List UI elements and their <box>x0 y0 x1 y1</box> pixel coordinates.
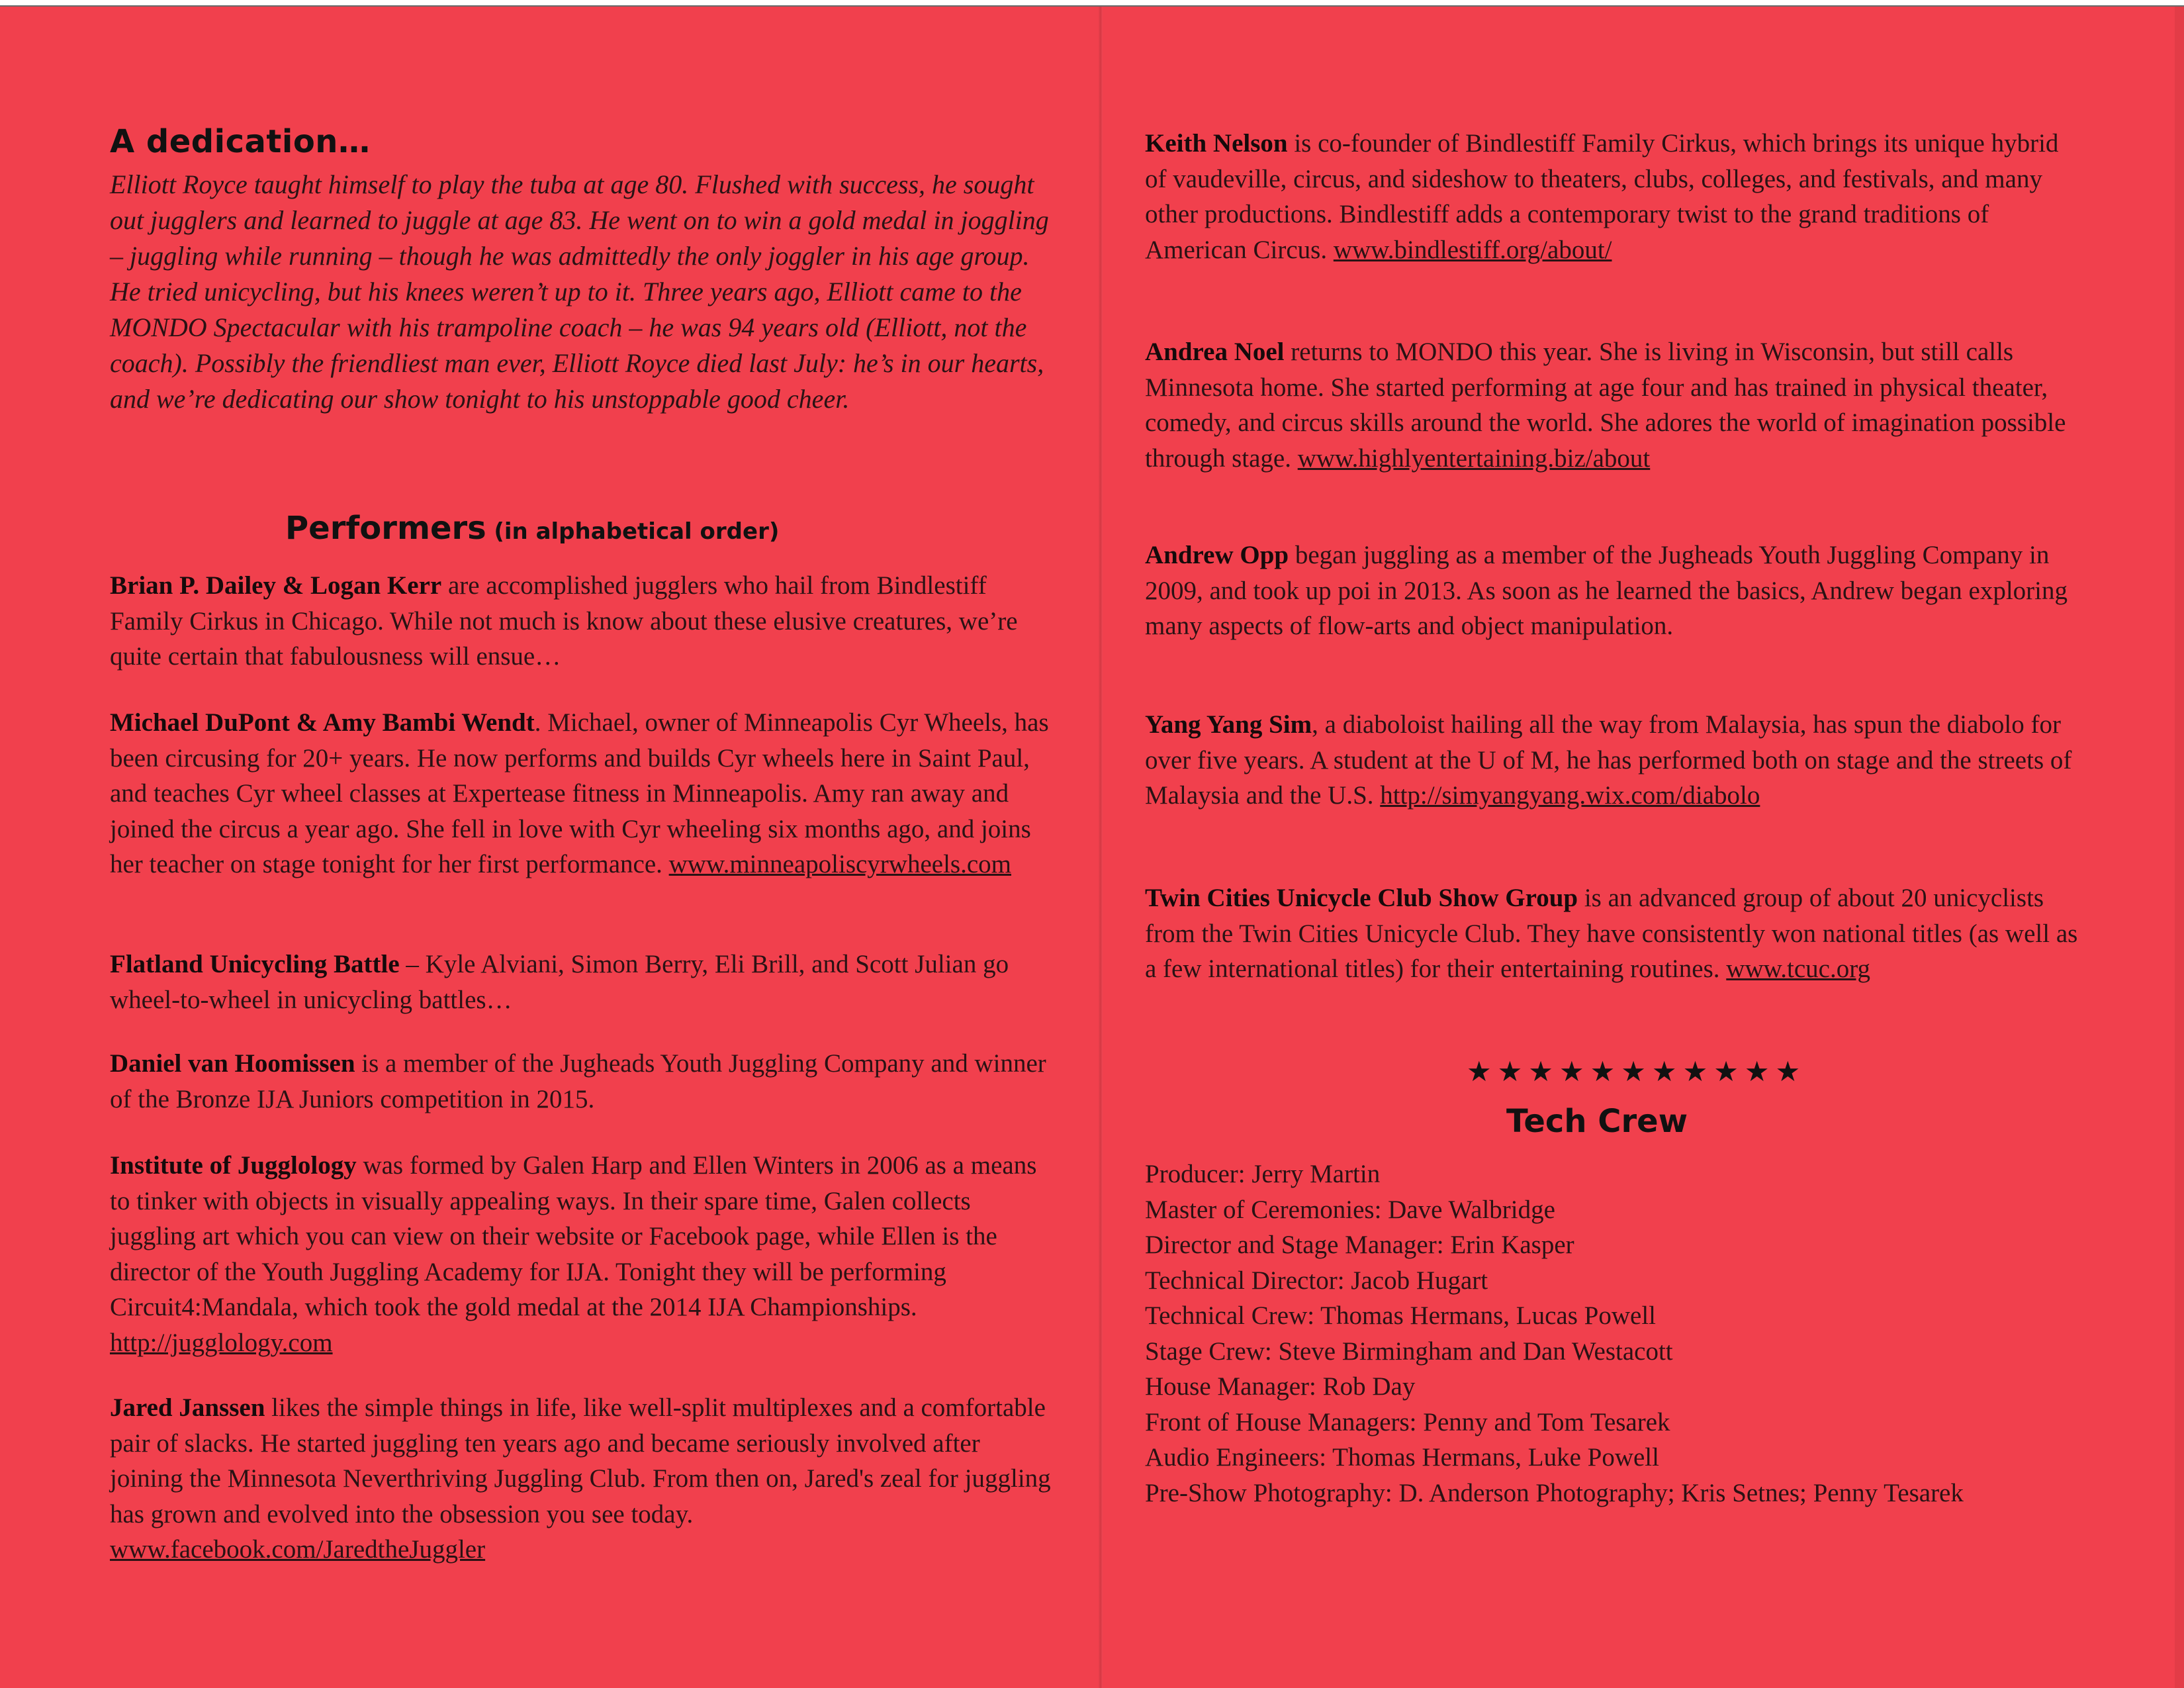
performer-name: Andrea Noel <box>1145 338 1285 366</box>
crew-item: House Manager: Rob Day <box>1145 1372 1416 1401</box>
performer-name: Institute of Jugglology <box>110 1151 357 1180</box>
performer-name: Keith Nelson <box>1145 129 1288 158</box>
performer-name: Brian P. Dailey & Logan Kerr <box>110 571 442 600</box>
performer-bio: – Kyle Alviani, Simon Berry, Eli Brill, and Scott Julian go wheel-to-wheel in unicycling battles… <box>110 950 1009 1014</box>
performer-link[interactable]: http://jugglology.com <box>110 1328 333 1357</box>
performer-entry-janssen <box>110 1390 1056 1568</box>
performer-bio: likes the simple things in life, like well-split multiplexes and a comfortable pair of slacks. He started juggling ten years ago and became seriously involved after joining the Minnesota Neverthriving Juggling Club. From then on, Jared's zeal for juggling has grown and evolved into the obsession you see today. <box>110 1393 1051 1528</box>
performer-entry-jugglology <box>110 1148 1056 1360</box>
performer-entry-van-hoomissen <box>110 1046 1056 1117</box>
crew-item: Audio Engineers: Thomas Hermans, Luke Powell <box>1145 1443 1659 1472</box>
performer-name: Daniel van Hoomissen <box>110 1049 355 1078</box>
tech-crew-list <box>1145 1156 2085 1511</box>
performer-link[interactable]: http://simyangyang.wix.com/diabolo <box>1380 781 1760 810</box>
performer-link[interactable]: www.minneapoliscyrwheels.com <box>668 850 1011 878</box>
right-panel <box>1145 0 2085 1688</box>
performer-bio: was formed by Galen Harp and Ellen Winters in 2006 as a means to tinker with objects in visually appealing ways. In their spare time, Galen collects juggling art which you can view on their website or Facebook page, while Ellen is the director of the Youth Juggling Academy for IJA. Tonight they will be performing Circuit4:Mandala, which took the gold medal at the 2014 IJA Championships. <box>110 1151 1037 1321</box>
star-divider: ★★★★★★★★★★★ <box>1467 1055 1807 1088</box>
performer-bio: . Michael, owner of Minneapolis Cyr Wheels, has been circusing for 20+ years. He now performs and builds Cyr wheels here in Saint Paul, and teaches Cyr wheel classes at Expertease fitness in Minneapolis. Amy ran away and joined the circus a year ago. She fell in love with Cyr wheeling six months ago, and joins her teacher on stage tonight for her first performance. <box>110 708 1049 878</box>
performer-name: Michael DuPont & Amy Bambi Wendt <box>110 708 535 737</box>
performer-bio: is a member of the Jugheads Youth Juggling Company and winner of the Bronze IJA Juniors competition in 2015. <box>110 1049 1046 1113</box>
performer-link[interactable]: www.tcuc.org <box>1726 955 1870 983</box>
performers-heading <box>285 508 1013 551</box>
crew-item: Technical Director: Jacob Hugart <box>1145 1266 1488 1295</box>
performers-subtitle: (in alphabetical order) <box>494 518 780 545</box>
performer-entry-noel <box>1145 334 2085 476</box>
performer-bio: returns to MONDO this year. She is living in Wisconsin, but still calls Minnesota home. She started performing at age four and has trained in physical theater, comedy, and circus skills around the world. She adores the world of imagination possible through stage. <box>1145 338 2066 473</box>
performer-name: Flatland Unicycling Battle <box>110 950 400 978</box>
performer-name: Yang Yang Sim <box>1145 710 1312 739</box>
left-panel <box>110 0 1056 1688</box>
performer-bio: , a diaboloist hailing all the way from Malaysia, has spun the diabolo for over five years. A student at the U of M, he has performed both on stage and the streets of Malaysia and the U.S. <box>1145 710 2072 810</box>
performer-entry-opp <box>1145 538 2085 644</box>
crew-item: Master of Ceremonies: Dave Walbridge <box>1145 1195 1555 1224</box>
performer-name: Andrew Opp <box>1145 541 1289 569</box>
scan-right-edge <box>2175 7 2184 1688</box>
performer-link[interactable]: www.highlyentertaining.biz/about <box>1297 444 1651 473</box>
center-fold <box>1099 7 1103 1688</box>
crew-item: Stage Crew: Steve Birmingham and Dan Westacott <box>1145 1336 1673 1366</box>
dedication-text: Elliott Royce taught himself to play the tuba at age 80. Flushed with success, he sought out jugglers and learned to juggle at age 83. He went on to win a gold medal in joggling – juggling while running – though he was admittedly the only joggler in his age group. He tried unicycling, but his knees weren’t up to it. Three years ago, Elliott came to the MONDO Spectacular with his trampoline coach – he was 94 years old (Elliott, not the coach). Possibly the friendliest man ever, Elliott Royce died last July: he’s in our hearts, and we’re dedicating our show tonight to his unstoppable good cheer. <box>110 169 1049 414</box>
performer-link[interactable]: www.bindlestiff.org/about/ <box>1333 235 1612 264</box>
crew-item: Producer: Jerry Martin <box>1145 1160 1381 1188</box>
performers-title: Performers <box>285 510 486 547</box>
performer-entry-dailey-kerr <box>110 568 1056 675</box>
performer-name: Twin Cities Unicycle Club Show Group <box>1145 884 1578 912</box>
performer-bio: is co-founder of Bindlestiff Family Cirkus, which brings its unique hybrid of vaudeville, circus, and sideshow to theaters, clubs, colleges, and festivals, and many other productions. Bindlestiff adds a contemporary twist to the grand traditions of American Circus. <box>1145 129 2059 264</box>
crew-item: Front of House Managers: Penny and Tom Tesarek <box>1145 1407 1670 1436</box>
performer-entry-dupont-wendt <box>110 705 1056 882</box>
crew-item: Pre-Show Photography: D. Anderson Photography; Kris Setnes; Penny Tesarek <box>1145 1478 1964 1507</box>
performer-link[interactable]: www.facebook.com/JaredtheJuggler <box>110 1535 486 1564</box>
performer-name: Jared Janssen <box>110 1393 265 1422</box>
performer-entry-flatland <box>110 947 1056 1017</box>
performer-bio: began juggling as a member of the Jugheads Youth Juggling Company in 2009, and took up poi in 2013. As soon as he learned the basics, Andrew began exploring many aspects of flow-arts and object manipulation. <box>1145 541 2068 640</box>
performer-bio: is an advanced group of about 20 unicyclists from the Twin Cities Unicycle Club. They have consistently won national titles (as well as a few international titles) for their entertaining routines. <box>1145 884 2078 983</box>
performer-entry-sim <box>1145 707 2085 814</box>
performer-entry-nelson <box>1145 126 2085 267</box>
tech-crew-title: Tech Crew <box>1506 1103 1688 1140</box>
crew-item: Technical Crew: Thomas Hermans, Lucas Powell <box>1145 1301 1657 1330</box>
dedication-title: A dedication… <box>110 123 371 160</box>
performer-bio: are accomplished jugglers who hail from Bindlestiff Family Cirkus in Chicago. While not much is know about these elusive creatures, we’re quite certain that fabulousness will ensue… <box>110 571 1018 671</box>
performer-entry-tcuc <box>1145 880 2085 987</box>
crew-item: Director and Stage Manager: Erin Kasper <box>1145 1231 1574 1259</box>
